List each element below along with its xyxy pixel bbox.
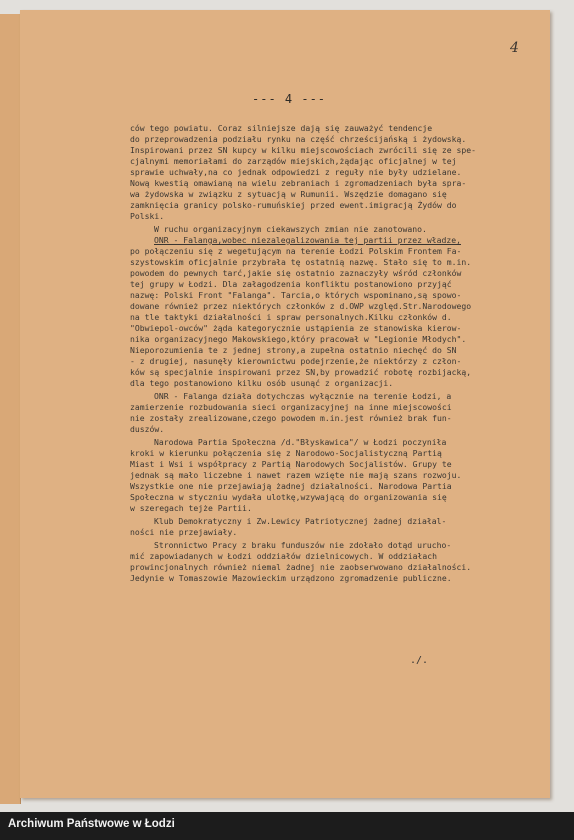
archive-name: Archiwum Państwowe w Łodzi [8, 818, 175, 830]
text-line: zamierzenie rozbudowania sieci organizacyjnej na inne miejscowości [130, 402, 452, 412]
handwritten-page-mark: 4 [510, 40, 519, 56]
text-line: dla tego postanowiono kilku osób usunąć z organizacji. [130, 378, 394, 388]
text-line: ONR - Falanga,wobec niezalegalizowania tej partii przez władze, [154, 235, 461, 245]
text-line: na tle taktyki działalności i spraw personalnych.Kilku członków d. [130, 312, 452, 322]
text-line: tej grupy w Łodzi. Dla załagodzenia konfliktu postanowiono przyjąć [130, 279, 452, 289]
text-line: w szeregach tejże Partii. [130, 503, 252, 513]
previous-page-edge [0, 14, 21, 804]
archive-footer [0, 812, 574, 840]
text-line: Wszystkie one nie przejawiają żadnej działalności. Narodowa Partia [130, 481, 452, 491]
text-line: "Obwiepol-owców" żąda kategorycznie ustąpienia ze stanowiska kierow- [130, 323, 462, 333]
text-line: Jedynie w Tomaszowie Mazowieckim urządzono zgromadzenie publiczne. [130, 573, 452, 583]
text-line: nika organizacyjnego Makowskiego,który pracował w "Legionie Młodych". [130, 334, 467, 344]
text-line: cjalnymi memoriałami do zarządów miejskich,żądając oficjalnej w tej [130, 156, 457, 166]
text-line: do przeprowadzenia podziału rynku na część chrześcijańską i żydowską. [130, 134, 467, 144]
text-line: mić zapowiadanych w Łodzi oddziałów dzielnicowych. W oddziałach [130, 551, 437, 561]
text-line: Nieporozumienia te z jednej strony,a zupełna ostatnio niechęć do SN [130, 345, 457, 355]
text-line: kroki w kierunku połączenia się z Narodowo-Socjalistyczną Partią [130, 448, 442, 458]
text-line: Polski. [130, 211, 165, 221]
text-line: Narodowa Partia Społeczna /d."Błyskawica"/ w Łodzi poczyniła [154, 437, 447, 447]
text-line: Społeczna w styczniu wydała ulotkę,wzywającą do organizowania się [130, 492, 447, 502]
text-line: - z drugiej, nasunęły kierownictwu podejrzenie,że niektórzy z człon- [130, 356, 462, 366]
text-line: ności nie przejawiały. [130, 527, 238, 537]
text-line: Nową kwestią omawianą na wielu zebraniach i zgromadzeniach była spra- [130, 178, 467, 188]
text-line: ków są specjalnie inspirowani przez SN,by prowadzić robotę rozbijacką, [130, 367, 472, 377]
text-line: szystowskim oficjalnie przybrała tę ostatnią nazwę. Stało się to m.in. [130, 257, 472, 267]
text-line: zamknięcia granicy polsko-rumuńskiej przed ewent.imigracją Żydów do [130, 200, 457, 210]
text-line: jednak są mało liczebne i nawet razem wzięte nie mają szans rozwoju. [130, 470, 462, 480]
text-line: nie zostały zrealizowane,czego powodem m.in.jest również brak fun- [130, 413, 452, 423]
text-line: wa żydowska w związku z sytuacją w Rumunii. Wszędzie domagano się [130, 189, 447, 199]
text-line: Miast i Wsi i współpracy z Partią Narodowych Socjalistów. Grupy te [130, 459, 452, 469]
text-line: ONR - Falanga działa dotychczas wyłącznie na terenie Łodzi, a [154, 391, 452, 401]
text-line: powodem do pewnych tarć,jakie się ostatnio zaznaczyły wśród członków [130, 268, 462, 278]
text-line: Stronnictwo Pracy z braku funduszów nie zdołało dotąd urucho- [154, 540, 452, 550]
text-line: Inspirowani przez SN kupcy w kilku miejscowościach zwrócili się ze spe- [130, 145, 476, 155]
text-line: duszów. [130, 424, 165, 434]
text-line: dowane również przez niektórych członków z d.OWP względ.Str.Narodowego [130, 301, 472, 311]
text-line: sprawie uchwały,na co jednak odpowiedzi z reguły nie były udzielane. [130, 167, 462, 177]
text-line: W ruchu organizacyjnym ciekawszych zmian nie zanotowano. [154, 224, 427, 234]
text-line: prowincjonalnych również niemal żadnej nie zaobserwowano działalności. [130, 562, 472, 572]
text-line: Klub Demokratyczny i Zw.Lewicy Patriotycznej żadnej działal- [154, 516, 447, 526]
continuation-mark: ./. [410, 655, 429, 666]
text-line: ców tego powiatu. Coraz silniejsze dają się zauważyć tendencje [130, 123, 433, 133]
text-line: po połączeniu się z wegetującym na terenie Łodzi Polskim Frontem Fa- [130, 246, 462, 256]
text-line: nazwę: Polski Front "Falanga". Tarcia,o których wspominano,są spowo- [130, 290, 462, 300]
page-number: --- 4 --- [252, 92, 327, 106]
